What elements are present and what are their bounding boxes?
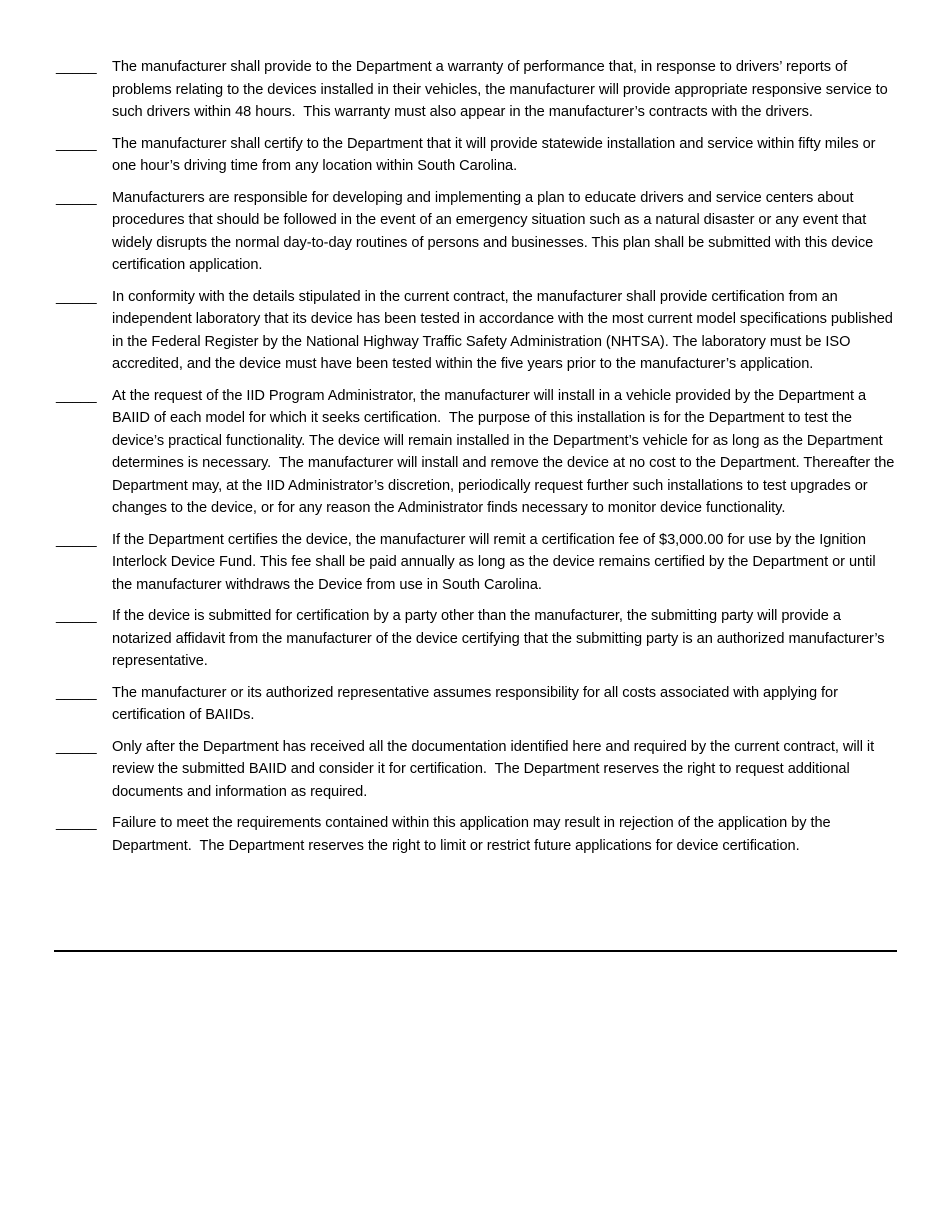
initial-blank[interactable]: _____ xyxy=(56,387,97,404)
initial-blank[interactable]: _____ xyxy=(56,59,97,75)
initial-blank[interactable]: _____ xyxy=(56,815,97,831)
checklist-item-department-installation xyxy=(56,385,898,520)
initial-blank[interactable]: _____ xyxy=(56,531,97,548)
checklist-item-certification-fee xyxy=(56,529,898,597)
requirement-text: In conformity with the details stipulated in the current contract, the manufacturer shall provide certification from an independent laboratory that its device has been tested in accordance with the most current model specifications published in the Federal Register by the National Highway Traffic Safety Administration (NHTSA). The laboratory must be ISO accredited, and the device must have been tested within the five years prior to the manufacturer’s application. xyxy=(112,288,897,372)
requirement-text: The manufacturer shall certify to the Department that it will provide statewide installation and service within fifty miles or one hour’s driving time from any location within South Carolina. xyxy=(112,135,880,174)
initial-blank[interactable]: _____ xyxy=(56,738,97,755)
requirements-checklist xyxy=(56,56,898,866)
checklist-item-emergency-plan xyxy=(56,187,898,277)
initial-blank[interactable]: _____ xyxy=(56,135,97,152)
checklist-item-rejection-notice xyxy=(56,812,898,857)
requirement-text: The manufacturer shall provide to the Department a warranty of performance that, in response to drivers’ reports of problems relating to the devices installed in their vehicles, the manufacturer will provide appropriate responsive service to such drivers within 48 hours. This warranty must also appear in the manufacturer’s contracts with the drivers. xyxy=(112,59,892,120)
requirement-text: Only after the Department has received all the documentation identified here and required by the current contract, will it review the submitted BAIID and consider it for certification. The Department reserves the right to request additional documents and information as required. xyxy=(112,738,879,800)
checklist-item-statewide-service xyxy=(56,133,898,178)
requirement-text: If the device is submitted for certification by a party other than the manufacturer, the submitting party will provide a notarized affidavit from the manufacturer of the device certifying that the submitting party is an authorized manufacturer’s representative. xyxy=(112,608,889,669)
requirement-text: If the Department certifies the device, the manufacturer will remit a certification fee of $3,000.00 for use by the Ignition Interlock Device Fund. This fee shall be paid annually as long as the device remains certified by the Department or until the manufacturer withdraws the Device from use in South Carolina. xyxy=(112,531,880,593)
checklist-item-lab-certification xyxy=(56,286,898,376)
requirement-text: At the request of the IID Program Administrator, the manufacturer will install in a vehicle provided by the Department a BAIID of each model for which it seeks certification. The purpose of this installation is for the Department to test the device’s practical functionality. The device will remain installed in the Department’s vehicle for as long as the Department determines is necessary. The manufacturer will install and remove the device at no cost to the Department. Thereafter the Department may, at the IID Administrator’s discretion, periodically request further such installations to test upgrades or changes to the device, or for any reason the Administrator finds necessary to monitor device functionality. xyxy=(112,387,899,516)
requirement-text: The manufacturer or its authorized representative assumes responsibility for all costs associated with applying for certification of BAIIDs. xyxy=(112,684,842,723)
checklist-item-affidavit xyxy=(56,605,898,673)
checklist-item-costs xyxy=(56,682,898,727)
checklist-item-warranty xyxy=(56,56,898,124)
initial-blank[interactable]: _____ xyxy=(56,189,97,206)
requirement-text: Manufacturers are responsible for developing and implementing a plan to educate drivers and service centers about procedures that should be followed in the event of an emergency situation such as a natural disaster or any event that widely disrupts the normal day-to-day routines of persons and businesses. This plan shall be submitted with this device certification application. xyxy=(112,189,878,273)
horizontal-divider xyxy=(54,950,897,952)
initial-blank[interactable]: _____ xyxy=(56,684,97,701)
checklist-item-documentation-review xyxy=(56,736,898,804)
requirement-text: Failure to meet the requirements contained within this application may result in rejection of the application by the Department. The Department reserves the right to limit or restrict future applications for device certification. xyxy=(112,815,835,854)
initial-blank[interactable]: _____ xyxy=(56,288,97,305)
initial-blank[interactable]: _____ xyxy=(56,608,97,624)
